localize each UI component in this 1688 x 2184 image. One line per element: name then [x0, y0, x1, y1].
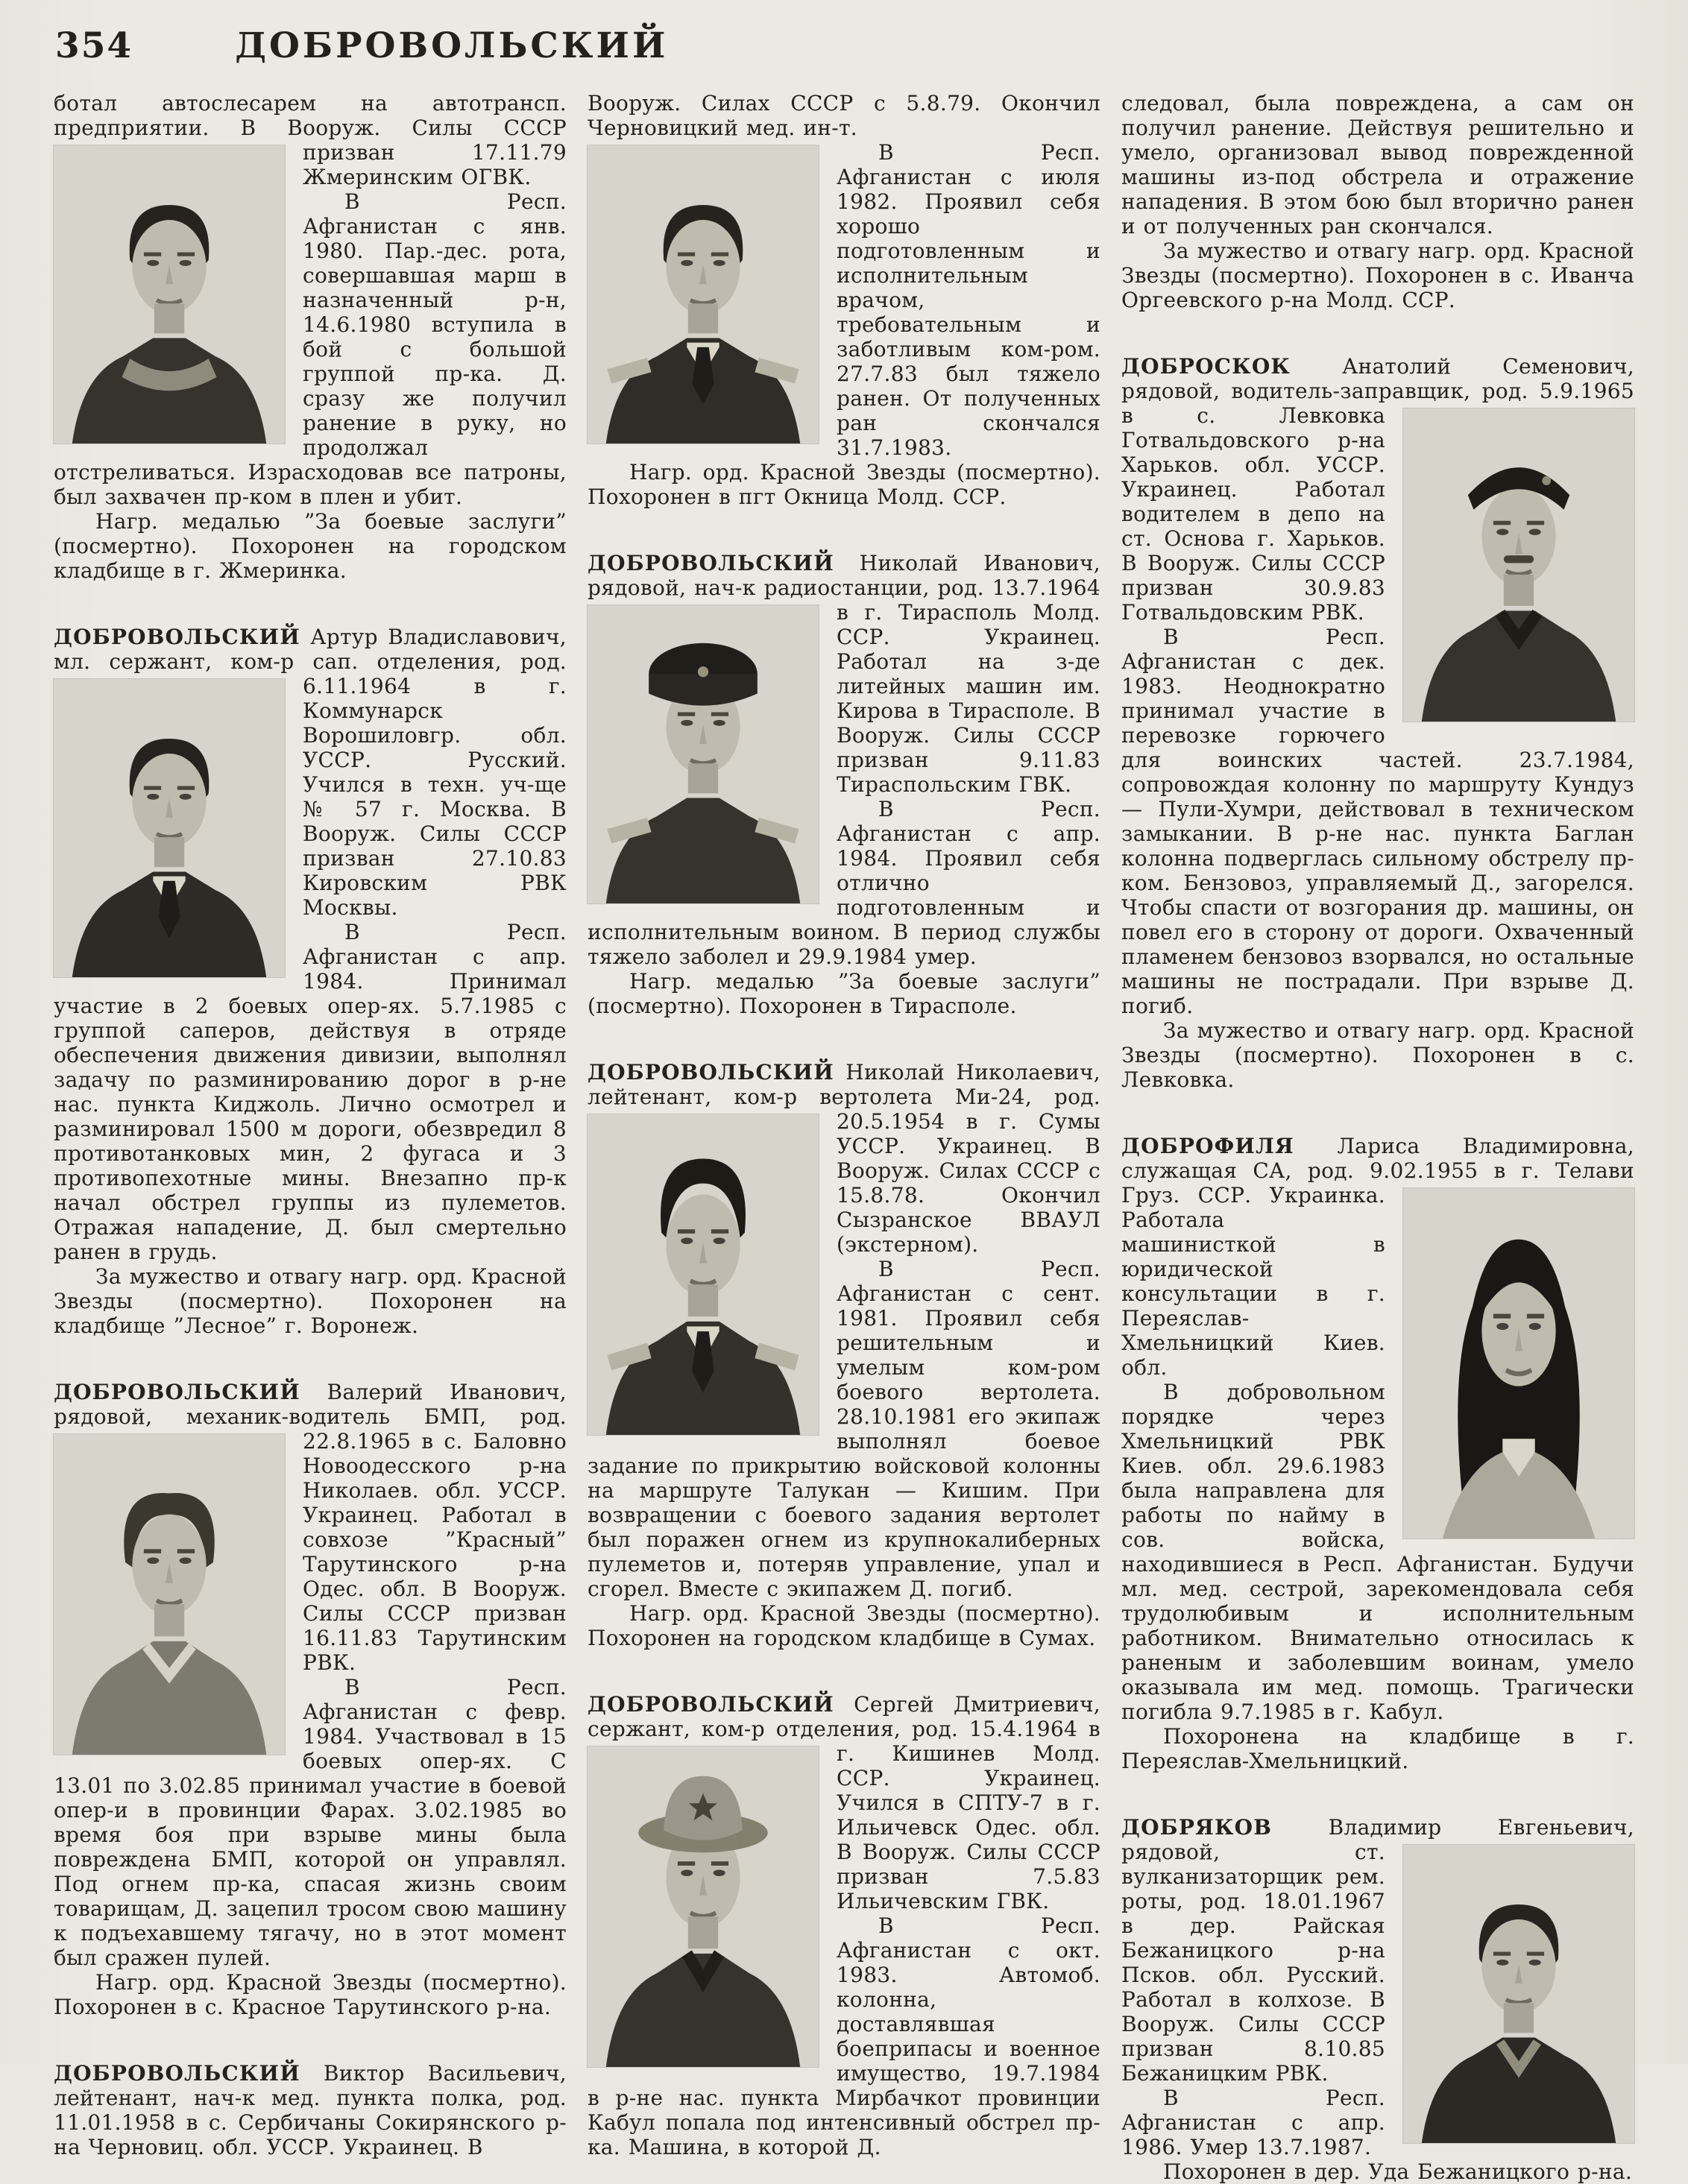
portrait-photo-panama: [588, 1746, 819, 2067]
portrait-photo-youth: [1403, 1845, 1634, 2143]
entry-paragraph: За мужество и отвагу нагр. орд. Красной Звезды (посмертно). Похоронен в с. Левковка.: [1121, 1018, 1634, 1092]
portrait-photo-pilotka: [1403, 408, 1634, 722]
entry-paragraph: В Респ. Афганистан с февр. 1984. Участвовал в 15 боевых опер-ях. С 13.01 по 3.02.85 принимал участие в боевой опер-и в провинции Фарах. 3.02.1985 во время боя при взрыве мины была повреждена БМП, которой он управлял. Под огнем пр-ка, спасая жизнь своим товарищам, Д. зацепил тросом свою машину к подъехавшему тягачу, но в этот момент был сражен пулей.: [54, 1675, 567, 1970]
column-3: [1121, 91, 1634, 2184]
memorial-entry: [1121, 1134, 1634, 1773]
memorial-entry: [588, 91, 1100, 509]
memorial-entry: [54, 625, 567, 1338]
entry-paragraph: Похоронен в дер. Уда Бежаницкого р-на.: [1163, 2159, 1633, 2184]
entry-paragraph: ботал автослесарем на автотрансп. предприятии. В Вооруж. Силы СССР призван 17.11.79 Жмеринским ОГВК.: [54, 91, 567, 189]
entry-paragraph: ДОБРОВОЛЬСКИЙ Николай Иванович, рядовой, нач-к радиостанции, род. 13.7.1964 в г. Тирасполь Молд. ССР. Украинец. Работал на з-де литейных машин им. Кирова в Тирасполе. В Вооруж. Силы СССР призван 9.11.83 Тираспольским ГВК.: [588, 551, 1100, 797]
memorial-entry: [588, 551, 1100, 1018]
entry-surname: ДОБРОВОЛЬСКИЙ: [54, 1380, 300, 1404]
entry-surname: ДОБРЯКОВ: [1121, 1815, 1273, 1840]
memorial-entry: [588, 1692, 1100, 2159]
entry-paragraph: В Респ. Афганистан с сент. 1981. Проявил себя решительным и умелым ком-ром боевого вертолета. 28.10.1981 его экипаж выполнял боевое задание по прикрытию войсковой колонны на маршруте Талукан — Кишим. При возвращении с боевого задания вертолет был поражен огнем из крупнокалиберных пулеметов и, потеряв управление, упал и сгорел. Вместе с экипажем Д. погиб.: [588, 1257, 1100, 1601]
entry-paragraph: В Респ. Афганистан с июля 1982. Проявил себя хорошо подготовленным и исполнительным врачом, требовательным и заботливым ком-ром. 27.7.83 был тяжело ранен. От полученных ран скончался 31.7.1983.: [588, 140, 1100, 460]
entry-paragraph: В Респ. Афганистан с окт. 1983. Автомоб. колонна, доставлявшая боеприпасы и военное имущество, 19.7.1984 в р-не нас. пункта Мирбачкот провинции Кабул попала под интенсивный обстрел пр-ка. Машина, в которой Д.: [588, 1913, 1100, 2159]
entry-surname: ДОБРОВОЛЬСКИЙ: [588, 1692, 834, 1717]
entry-paragraph: ДОБРОВОЛЬСКИЙ Сергей Дмитриевич, сержант, ком-р отделения, род. 15.4.1964 в г. Кишинев Молд. ССР. Украинец. Учился в СПТУ-7 в г. Ильичевск Одес. обл. В Вооруж. Силы СССР призван 7.5.83 Ильичевским ГВК.: [588, 1692, 1100, 1913]
entry-paragraph: За мужество и отвагу нагр. орд. Красной Звезды (посмертно). Похоронен на кладбище ”Лесное” г. Воронеж.: [54, 1264, 567, 1338]
entry-paragraph: В Респ. Афганистан с апр. 1984. Принимал участие в 2 боевых опер-ях. 5.7.1985 с группой саперов, действуя в отряде обеспечения движения дивизии, выполнял задачу по разминированию дорог в р-не нас. пункта Киджоль. Лично осмотрел и разминировал 1500 м дороги, обезвредил 8 противотанковых мин, 2 фугаса и 3 противопехотные мины. Внезапно пр-к начал обстрел группы из пулеметов. Отражая нападение, Д. был смертельно ранен в грудь.: [54, 920, 567, 1264]
entry-paragraph: Нагр. орд. Красной Звезды (посмертно). Похоронен в пгт Окница Молд. ССР.: [588, 460, 1100, 509]
portrait-photo-light: [54, 1434, 285, 1755]
entry-paragraph: Нагр. медалью ”За боевые заслуги” (посмертно). Похоронен на городском кладбище в г. Жмеринка.: [54, 509, 567, 583]
portrait-photo-suit: [54, 679, 285, 977]
entry-paragraph: В добровольном порядке через Хмельницкий РВК Киев. обл. 29.6.1983 была направлена для работы по найму в сов. войска, находившиеся в Респ. Афганистан. Будучи мл. мед. сестрой, зарекомендовала себя трудолюбивым и исполнительным работником. Внимательно относилась к раненым и заболевшим воинам, умело оказывала им мед. помощь. Трагически погибла 9.7.1985 в г. Кабул.: [1121, 1380, 1634, 1724]
entry-paragraph: ДОБРОВОЛЬСКИЙ Виктор Васильевич, лейтенант, нач-к мед. пункта полка, род. 11.01.1958 в с. Сербичаны Сокирянского р-на Черновиц. обл. УССР. Украинец. В: [54, 2061, 567, 2159]
entry-paragraph: ДОБРОФИЛЯ Лариса Владимировна, служащая СА, род. 9.02.1955 в г. Телави Груз. ССР. Украинка. Работала машинисткой в юридической консультации в г. Переяслав-Хмельницкий Киев. обл.: [1121, 1134, 1634, 1380]
column-2: [588, 91, 1100, 2184]
page-number: 354: [55, 25, 133, 66]
entry-surname: ДОБРОВОЛЬСКИЙ: [588, 1060, 834, 1085]
portrait-photo-officer: [588, 1114, 819, 1435]
entry-surname: ДОБРОВОЛЬСКИЙ: [588, 551, 834, 575]
entry-surname: ДОБРОВОЛЬСКИЙ: [54, 625, 300, 649]
portrait-photo-officer-tie: [588, 145, 819, 444]
memorial-entry: [54, 2061, 567, 2159]
memorial-entry: [588, 1060, 1100, 1650]
entry-paragraph: Нагр. орд. Красной Звезды (посмертно). Похоронен в с. Красное Тарутинского р-на.: [54, 1970, 567, 2019]
portrait-photo-woman: [1403, 1188, 1634, 1538]
entry-paragraph: Вооруж. Силах СССР с 5.8.79. Окончил Черновицкий мед. ин-т.: [588, 91, 1100, 140]
entry-paragraph: В Респ. Афганистан с апр. 1984. Проявил себя отлично подготовленным и исполнительным воином. В период службы тяжело заболел и 29.9.1984 умер.: [588, 797, 1100, 969]
entry-paragraph: В Респ. Афганистан с дек. 1983. Неоднократно принимал участие в перевозке горючего для воинских частей. 23.7.1984, сопровождая колонну по маршруту Кундуз — Пули-Хумри, действовал в техническом замыкании. В р-не нас. пункта Баглан колонна подверглась сильному обстрелу пр-ком. Бензовоз, управляемый Д., загорелся. Чтобы спасти от возгорания др. машины, он повел его в сторону от дороги. Охваченный пламенем бензовоз взорвался, но остальные машины не пострадали. При взрыве Д. погиб.: [1121, 625, 1634, 1018]
page-header: [0, 0, 1688, 72]
entry-paragraph: Нагр. орд. Красной Звезды (посмертно). Похоронен на городском кладбище в Сумах.: [588, 1601, 1100, 1650]
running-head: ДОБРОВОЛЬСКИЙ: [235, 25, 669, 66]
entry-paragraph: ДОБРОВОЛЬСКИЙ Артур Владиславович, мл. сержант, ком-р сап. отделения, род. 6.11.1964 в г. Коммунарск Ворошиловгр. обл. УССР. Русский. Учился в техн. уч-ще № 57 г. Москва. В Вооруж. Силы СССР призван 27.10.83 Кировским РВК Москвы.: [54, 625, 567, 920]
memorial-entry: [1121, 91, 1634, 312]
portrait-photo-ushanka: [588, 605, 819, 903]
entry-paragraph: следовал, была повреждена, а сам он получил ранение. Действуя решительно и умело, организовал вывод поврежденной машины из-под обстрела и отражение нападения. В этом бою был вторично ранен и от полученных ран скончался.: [1121, 91, 1634, 239]
entry-paragraph: ДОБРОВОЛЬСКИЙ Валерий Иванович, рядовой, механик-водитель БМП, род. 22.8.1965 в с. Баловно Новоодесского р-на Николаев. обл. УССР. Украинец. Работал в совхозе ”Красный” Тарутинского р-на Одес. обл. В Вооруж. Силы СССР призван 16.11.83 Тарутинским РВК.: [54, 1380, 567, 1675]
portrait-photo-civilian: [54, 145, 285, 444]
entry-paragraph: Нагр. медалью ”За боевые заслуги” (посмертно). Похоронен в Тирасполе.: [588, 969, 1100, 1018]
entry-paragraph: ДОБРЯКОВ Владимир Евгеньевич, рядовой, ст. вулканизаторщик рем. роты, род. 18.01.1967 в дер. Райская Бежаницкого р-на Псков. обл. Русский. Работал в колхозе. В Вооруж. Силы СССР призван 8.10.85 Бежаницким РВК.: [1121, 1815, 1634, 2086]
memorial-entry: [1121, 354, 1634, 1092]
entry-surname: ДОБРОФИЛЯ: [1121, 1134, 1294, 1158]
entry-paragraph: ДОБРОСКОК Анатолий Семенович, рядовой, водитель-заправщик, род. 5.9.1965 в с. Левковка Готвальдовского р-на Харьков. обл. УССР. Украинец. Работал водителем в депо на ст. Основа г. Харьков. В Вооруж. Силы СССР призван 30.9.83 Готвальдовским РВК.: [1121, 354, 1634, 625]
page-columns: [0, 72, 1688, 2184]
entry-paragraph: За мужество и отвагу нагр. орд. Красной Звезды (посмертно). Похоронен в с. Иванча Оргеевского р-на Молд. ССР.: [1121, 239, 1634, 312]
memorial-entry: [54, 91, 567, 583]
memorial-entry: [54, 1380, 567, 2019]
entry-surname: ДОБРОСКОК: [1121, 354, 1291, 379]
entry-paragraph: ДОБРОВОЛЬСКИЙ Николай Николаевич, лейтенант, ком-р вертолета Ми-24, род. 20.5.1954 в г. Сумы УССР. Украинец. В Вооруж. Силах СССР с 15.8.78. Окончил Сызранское ВВАУЛ (экстерном).: [588, 1060, 1100, 1257]
entry-paragraph: В Респ. Афганистан с апр. 1986. Умер 13.7.1987.: [1121, 2086, 1385, 2159]
memorial-entry: [1121, 1815, 1634, 2184]
entry-paragraph: Похоронена на кладбище в г. Переяслав-Хмельницкий.: [1121, 1724, 1634, 1773]
column-1: [54, 91, 567, 2184]
entry-surname: ДОБРОВОЛЬСКИЙ: [54, 2061, 300, 2086]
entry-paragraph: В Респ. Афганистан с янв. 1980. Пар.-дес. рота, совершавшая марш в назначенный р-н, 14.6.1980 вступила в бой с большой группой пр-ка. Д. сразу же получил ранение в руку, но продолжал отстреливаться. Израсходовав все патроны, был захвачен пр-ком в плен и убит.: [54, 189, 567, 509]
